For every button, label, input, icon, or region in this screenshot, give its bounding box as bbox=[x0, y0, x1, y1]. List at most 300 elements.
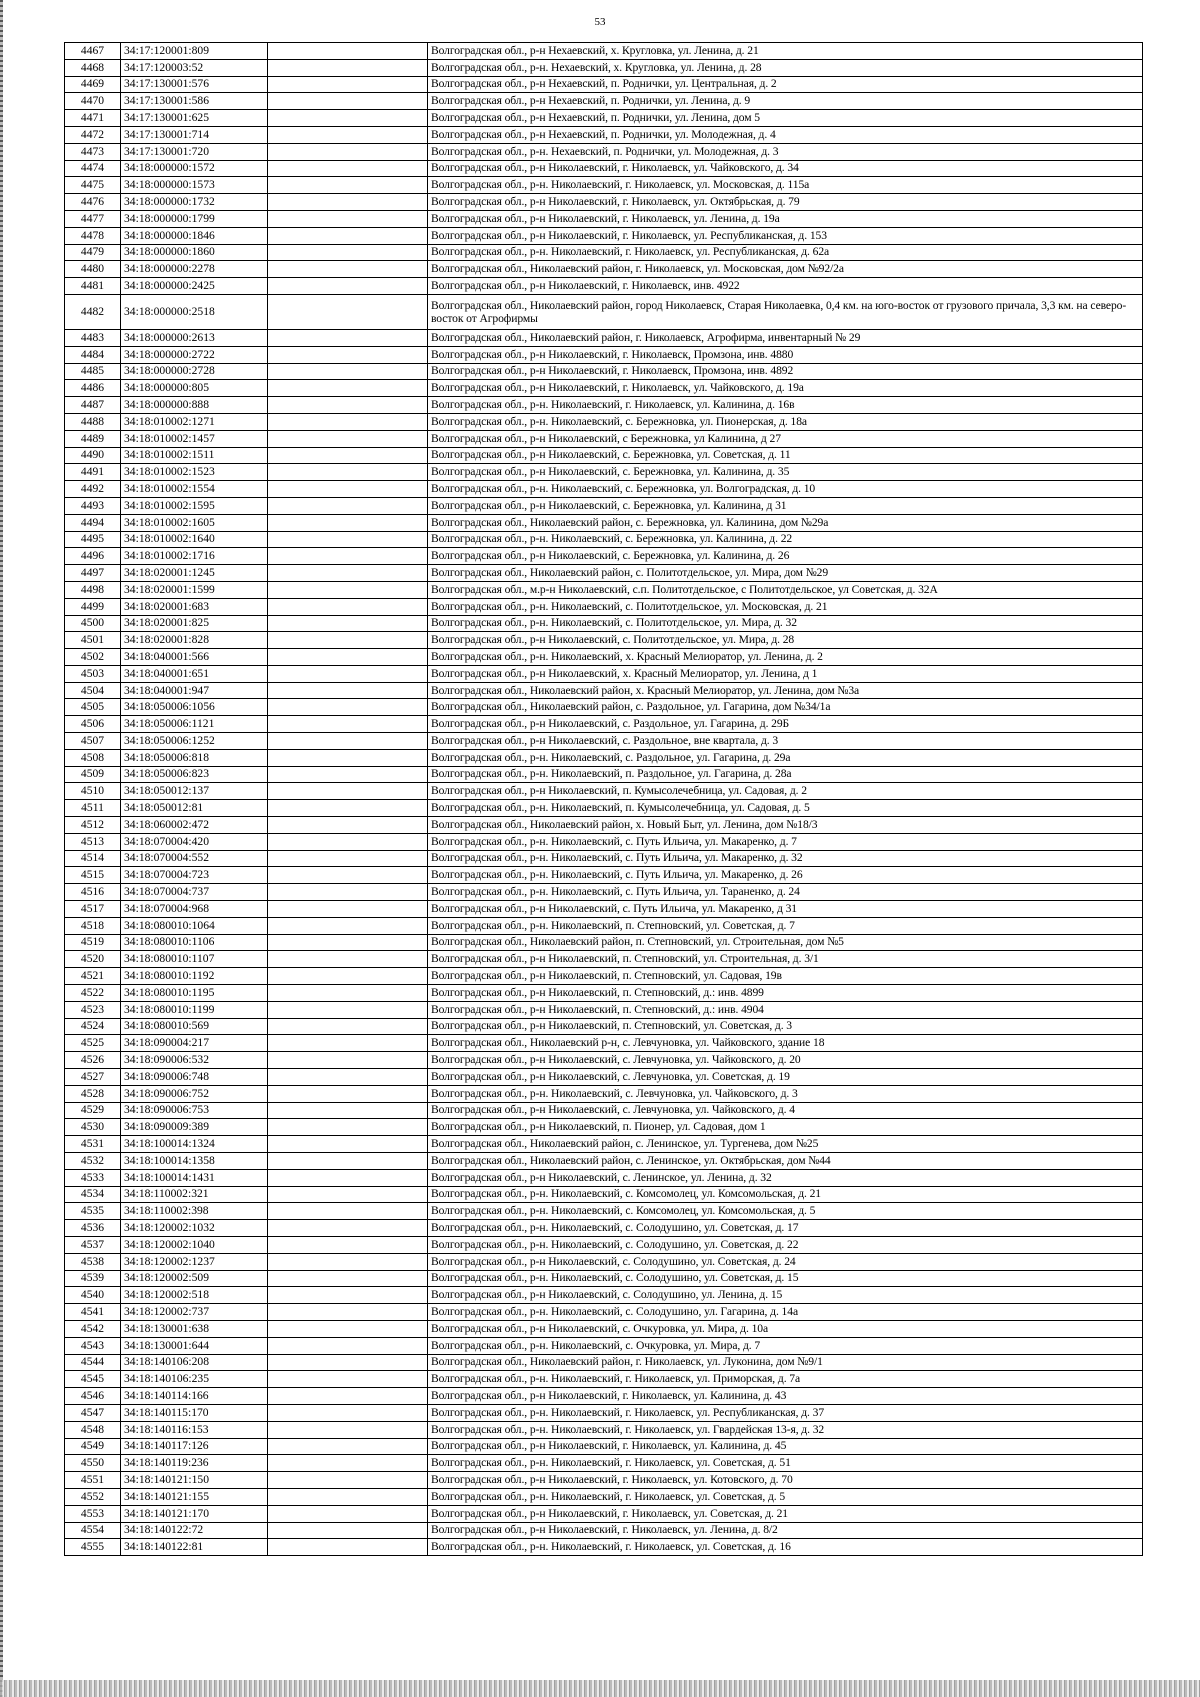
row-number-cell: 4507 bbox=[65, 733, 121, 750]
row-number-cell: 4545 bbox=[65, 1371, 121, 1388]
address-cell: Волгоградская обл., р-н Николаевский, п. Пионер, ул. Садовая, дом 1 bbox=[428, 1119, 1143, 1136]
address-cell: Волгоградская обл., р-н Николаевский, г. Николаевск, ул. Калинина, д. 45 bbox=[428, 1438, 1143, 1455]
address-cell: Волгоградская обл., р-н. Николаевский, г. Николаевск, ул. Советская, д. 5 bbox=[428, 1488, 1143, 1505]
empty-cell bbox=[268, 1371, 428, 1388]
row-number-cell: 4542 bbox=[65, 1320, 121, 1337]
row-number-cell: 4511 bbox=[65, 800, 121, 817]
cadastral-number-cell: 34:18:100014:1324 bbox=[121, 1136, 268, 1153]
address-cell: Волгоградская обл., р-н. Николаевский, с. Раздольное, ул. Гагарина, д. 29а bbox=[428, 749, 1143, 766]
table-row bbox=[65, 1136, 1143, 1153]
table-row bbox=[65, 329, 1143, 346]
cadastral-number-cell: 34:18:000000:1732 bbox=[121, 194, 268, 211]
row-number-cell: 4493 bbox=[65, 497, 121, 514]
empty-cell bbox=[268, 1337, 428, 1354]
cadastral-number-cell: 34:18:130001:638 bbox=[121, 1320, 268, 1337]
row-number-cell: 4488 bbox=[65, 413, 121, 430]
table-row bbox=[65, 1320, 1143, 1337]
empty-cell bbox=[268, 110, 428, 127]
empty-cell bbox=[268, 565, 428, 582]
address-cell: Волгоградская обл., р-н Николаевский, с. Бережновка, ул. Калинина, д. 35 bbox=[428, 464, 1143, 481]
empty-cell bbox=[268, 917, 428, 934]
address-cell: Волгоградская обл., р-н Николаевский, х. Красный Мелиоратор, ул. Ленина, д 1 bbox=[428, 665, 1143, 682]
table-row bbox=[65, 194, 1143, 211]
empty-cell bbox=[268, 598, 428, 615]
row-number-cell: 4478 bbox=[65, 227, 121, 244]
address-cell: Волгоградская обл., р-н Николаевский, с. Политотдельское, ул. Мира, д. 28 bbox=[428, 632, 1143, 649]
table-row bbox=[65, 1069, 1143, 1086]
cadastral-number-cell: 34:18:140106:235 bbox=[121, 1371, 268, 1388]
cadastral-number-cell: 34:18:010002:1523 bbox=[121, 464, 268, 481]
cadastral-number-cell: 34:18:100014:1431 bbox=[121, 1169, 268, 1186]
row-number-cell: 4484 bbox=[65, 346, 121, 363]
row-number-cell: 4499 bbox=[65, 598, 121, 615]
row-number-cell: 4474 bbox=[65, 160, 121, 177]
row-number-cell: 4471 bbox=[65, 110, 121, 127]
empty-cell bbox=[268, 665, 428, 682]
cadastral-number-cell: 34:18:050006:1252 bbox=[121, 733, 268, 750]
row-number-cell: 4524 bbox=[65, 1018, 121, 1035]
row-number-cell: 4483 bbox=[65, 329, 121, 346]
table-row bbox=[65, 1371, 1143, 1388]
table-row bbox=[65, 110, 1143, 127]
row-number-cell: 4487 bbox=[65, 397, 121, 414]
empty-cell bbox=[268, 649, 428, 666]
empty-cell bbox=[268, 1539, 428, 1556]
empty-cell bbox=[268, 497, 428, 514]
empty-cell bbox=[268, 699, 428, 716]
empty-cell bbox=[268, 733, 428, 750]
table-row bbox=[65, 749, 1143, 766]
empty-cell bbox=[268, 397, 428, 414]
cadastral-number-cell: 34:18:040001:566 bbox=[121, 649, 268, 666]
row-number-cell: 4470 bbox=[65, 93, 121, 110]
table-row bbox=[65, 867, 1143, 884]
row-number-cell: 4516 bbox=[65, 884, 121, 901]
row-number-cell: 4498 bbox=[65, 581, 121, 598]
empty-cell bbox=[268, 1304, 428, 1321]
table-row bbox=[65, 1388, 1143, 1405]
cadastral-number-cell: 34:18:090009:389 bbox=[121, 1119, 268, 1136]
address-cell: Волгоградская обл., р-н Николаевский, п. Степновский, д.: инв. 4904 bbox=[428, 1001, 1143, 1018]
table-row bbox=[65, 665, 1143, 682]
address-cell: Волгоградская обл., р-н. Николаевский, г. Николаевск, ул. Советская, д. 16 bbox=[428, 1539, 1143, 1556]
row-number-cell: 4529 bbox=[65, 1102, 121, 1119]
table-row bbox=[65, 766, 1143, 783]
table-row bbox=[65, 565, 1143, 582]
table-row bbox=[65, 968, 1143, 985]
address-cell: Волгоградская обл., р-н. Николаевский, г. Николаевск, ул. Приморская, д. 7а bbox=[428, 1371, 1143, 1388]
cadastral-number-cell: 34:18:080010:569 bbox=[121, 1018, 268, 1035]
table-row bbox=[65, 1035, 1143, 1052]
address-cell: Волгоградская обл., р-н Николаевский, с Бережновка, ул Калинина, д 27 bbox=[428, 430, 1143, 447]
row-number-cell: 4504 bbox=[65, 682, 121, 699]
row-number-cell: 4473 bbox=[65, 143, 121, 160]
address-cell: Волгоградская обл., р-н Николаевский, с. Ленинское, ул. Ленина, д. 32 bbox=[428, 1169, 1143, 1186]
cadastral-number-cell: 34:17:130001:720 bbox=[121, 143, 268, 160]
cadastral-number-cell: 34:18:140119:236 bbox=[121, 1455, 268, 1472]
row-number-cell: 4528 bbox=[65, 1085, 121, 1102]
address-cell: Волгоградская обл., р-н Николаевский, п. Степновский, ул. Советская, д. 3 bbox=[428, 1018, 1143, 1035]
cadastral-number-cell: 34:18:050006:818 bbox=[121, 749, 268, 766]
address-cell: Волгоградская обл., р-н Николаевский, г. Николаевск, ул. Октябрьская, д. 79 bbox=[428, 194, 1143, 211]
empty-cell bbox=[268, 126, 428, 143]
row-number-cell: 4533 bbox=[65, 1169, 121, 1186]
cadastral-number-cell: 34:18:090006:748 bbox=[121, 1069, 268, 1086]
row-number-cell: 4496 bbox=[65, 548, 121, 565]
table-row bbox=[65, 1421, 1143, 1438]
empty-cell bbox=[268, 329, 428, 346]
table-row bbox=[65, 716, 1143, 733]
row-number-cell: 4543 bbox=[65, 1337, 121, 1354]
table-row bbox=[65, 1018, 1143, 1035]
address-cell: Волгоградская обл., Николаевский район, с. Бережновка, ул. Калинина, дом №29а bbox=[428, 514, 1143, 531]
row-number-cell: 4555 bbox=[65, 1539, 121, 1556]
row-number-cell: 4544 bbox=[65, 1354, 121, 1371]
cadastral-number-cell: 34:18:000000:1572 bbox=[121, 160, 268, 177]
row-number-cell: 4506 bbox=[65, 716, 121, 733]
table-row bbox=[65, 514, 1143, 531]
table-row bbox=[65, 783, 1143, 800]
empty-cell bbox=[268, 514, 428, 531]
empty-cell bbox=[268, 43, 428, 60]
address-cell: Волгоградская обл., р-н Николаевский, п. Степновский, д.: инв. 4899 bbox=[428, 985, 1143, 1002]
empty-cell bbox=[268, 1001, 428, 1018]
row-number-cell: 4526 bbox=[65, 1052, 121, 1069]
empty-cell bbox=[268, 1421, 428, 1438]
empty-cell bbox=[268, 1236, 428, 1253]
row-number-cell: 4537 bbox=[65, 1236, 121, 1253]
empty-cell bbox=[268, 817, 428, 834]
table-row bbox=[65, 93, 1143, 110]
row-number-cell: 4547 bbox=[65, 1404, 121, 1421]
cadastral-number-cell: 34:18:040001:947 bbox=[121, 682, 268, 699]
row-number-cell: 4520 bbox=[65, 951, 121, 968]
table-row bbox=[65, 76, 1143, 93]
table-row bbox=[65, 1522, 1143, 1539]
empty-cell bbox=[268, 531, 428, 548]
scan-edge-bottom bbox=[0, 1680, 1200, 1697]
cadastral-number-cell: 34:18:140121:150 bbox=[121, 1472, 268, 1489]
table-row bbox=[65, 261, 1143, 278]
table-row bbox=[65, 227, 1143, 244]
address-cell: Волгоградская обл., р-н Николаевский, с. Левчуновка, ул. Чайковского, д. 20 bbox=[428, 1052, 1143, 1069]
empty-cell bbox=[268, 581, 428, 598]
table-row bbox=[65, 884, 1143, 901]
table-row bbox=[65, 1052, 1143, 1069]
empty-cell bbox=[268, 210, 428, 227]
row-number-cell: 4503 bbox=[65, 665, 121, 682]
row-number-cell: 4481 bbox=[65, 278, 121, 295]
address-cell: Волгоградская обл., р-н. Николаевский, с. Солодушино, ул. Советская, д. 17 bbox=[428, 1220, 1143, 1237]
table-row bbox=[65, 531, 1143, 548]
registry-table-body bbox=[65, 43, 1143, 1556]
address-cell: Волгоградская обл., Николаевский район, город Николаевск, Старая Николаевка, 0,4 км. на юго-восток от грузового причала, 3,3 км. на северо-восток от Агрофирмы bbox=[428, 294, 1143, 329]
row-number-cell: 4468 bbox=[65, 59, 121, 76]
empty-cell bbox=[268, 380, 428, 397]
row-number-cell: 4536 bbox=[65, 1220, 121, 1237]
cadastral-number-cell: 34:18:080010:1107 bbox=[121, 951, 268, 968]
cadastral-number-cell: 34:18:140121:170 bbox=[121, 1505, 268, 1522]
table-row bbox=[65, 497, 1143, 514]
row-number-cell: 4502 bbox=[65, 649, 121, 666]
table-row bbox=[65, 210, 1143, 227]
empty-cell bbox=[268, 850, 428, 867]
empty-cell bbox=[268, 615, 428, 632]
scan-edge-left bbox=[0, 0, 3, 1697]
empty-cell bbox=[268, 346, 428, 363]
empty-cell bbox=[268, 1270, 428, 1287]
table-row bbox=[65, 346, 1143, 363]
address-cell: Волгоградская обл., р-н Николаевский, с. Бережновка, ул. Калинина, д 31 bbox=[428, 497, 1143, 514]
empty-cell bbox=[268, 1119, 428, 1136]
row-number-cell: 4518 bbox=[65, 917, 121, 934]
row-number-cell: 4505 bbox=[65, 699, 121, 716]
registry-table bbox=[64, 42, 1143, 1556]
empty-cell bbox=[268, 1505, 428, 1522]
cadastral-number-cell: 34:18:110002:398 bbox=[121, 1203, 268, 1220]
address-cell: Волгоградская обл., р-н. Николаевский, с. Путь Ильича, ул. Макаренко, д. 26 bbox=[428, 867, 1143, 884]
table-row bbox=[65, 800, 1143, 817]
address-cell: Волгоградская обл., р-н Николаевский, г. Николаевск, ул. Чайковского, д. 19а bbox=[428, 380, 1143, 397]
table-row bbox=[65, 278, 1143, 295]
empty-cell bbox=[268, 968, 428, 985]
table-row bbox=[65, 1102, 1143, 1119]
page-number: 53 bbox=[594, 16, 606, 28]
empty-cell bbox=[268, 632, 428, 649]
row-number-cell: 4492 bbox=[65, 481, 121, 498]
table-row bbox=[65, 615, 1143, 632]
cadastral-number-cell: 34:17:130001:576 bbox=[121, 76, 268, 93]
row-number-cell: 4508 bbox=[65, 749, 121, 766]
empty-cell bbox=[268, 783, 428, 800]
cadastral-number-cell: 34:18:060002:472 bbox=[121, 817, 268, 834]
row-number-cell: 4513 bbox=[65, 833, 121, 850]
row-number-cell: 4530 bbox=[65, 1119, 121, 1136]
address-cell: Волгоградская обл., р-н. Николаевский, г. Николаевск, ул. Калинина, д. 16в bbox=[428, 397, 1143, 414]
address-cell: Волгоградская обл., Николаевский район, с. Политотдельское, ул. Мира, дом №29 bbox=[428, 565, 1143, 582]
empty-cell bbox=[268, 261, 428, 278]
empty-cell bbox=[268, 985, 428, 1002]
empty-cell bbox=[268, 1472, 428, 1489]
cadastral-number-cell: 34:18:020001:1245 bbox=[121, 565, 268, 582]
cadastral-number-cell: 34:18:140115:170 bbox=[121, 1404, 268, 1421]
empty-cell bbox=[268, 716, 428, 733]
cadastral-number-cell: 34:18:100014:1358 bbox=[121, 1153, 268, 1170]
address-cell: Волгоградская обл., р-н Николаевский, с. Левчуновка, ул. Чайковского, д. 4 bbox=[428, 1102, 1143, 1119]
empty-cell bbox=[268, 143, 428, 160]
address-cell: Волгоградская обл., р-н. Николаевский, г. Николаевск, ул. Республиканская, д. 62а bbox=[428, 244, 1143, 261]
address-cell: Волгоградская обл., Николаевский район, г. Николаевск, ул. Московская, дом №92/2а bbox=[428, 261, 1143, 278]
cadastral-number-cell: 34:18:080010:1192 bbox=[121, 968, 268, 985]
table-row bbox=[65, 817, 1143, 834]
address-cell: Волгоградская обл., р-н Николаевский, с. Солодушино, ул. Ленина, д. 15 bbox=[428, 1287, 1143, 1304]
address-cell: Волгоградская обл., р-н. Николаевский, с. Бережновка, ул. Пионерская, д. 18а bbox=[428, 413, 1143, 430]
address-cell: Волгоградская обл., р-н. Николаевский, п. Степновский, ул. Советская, д. 7 bbox=[428, 917, 1143, 934]
table-row bbox=[65, 1354, 1143, 1371]
empty-cell bbox=[268, 1203, 428, 1220]
table-row bbox=[65, 581, 1143, 598]
cadastral-number-cell: 34:18:000000:1860 bbox=[121, 244, 268, 261]
row-number-cell: 4522 bbox=[65, 985, 121, 1002]
cadastral-number-cell: 34:17:130001:714 bbox=[121, 126, 268, 143]
address-cell: Волгоградская обл., р-н. Николаевский, с. Левчуновка, ул. Чайковского, д. 3 bbox=[428, 1085, 1143, 1102]
cadastral-number-cell: 34:18:000000:2518 bbox=[121, 294, 268, 329]
table-row bbox=[65, 1505, 1143, 1522]
table-row bbox=[65, 430, 1143, 447]
row-number-cell: 4467 bbox=[65, 43, 121, 60]
table-row bbox=[65, 1220, 1143, 1237]
address-cell: Волгоградская обл., р-н. Николаевский, с. Политотдельское, ул. Мира, д. 32 bbox=[428, 615, 1143, 632]
cadastral-number-cell: 34:18:070004:968 bbox=[121, 901, 268, 918]
address-cell: Волгоградская обл., р-н. Нехаевский, п. Роднички, ул. Молодежная, д. 3 bbox=[428, 143, 1143, 160]
table-row bbox=[65, 363, 1143, 380]
empty-cell bbox=[268, 59, 428, 76]
row-number-cell: 4510 bbox=[65, 783, 121, 800]
cadastral-number-cell: 34:18:010002:1605 bbox=[121, 514, 268, 531]
empty-cell bbox=[268, 1102, 428, 1119]
empty-cell bbox=[268, 481, 428, 498]
cadastral-number-cell: 34:18:000000:2425 bbox=[121, 278, 268, 295]
cadastral-number-cell: 34:18:080010:1064 bbox=[121, 917, 268, 934]
cadastral-number-cell: 34:18:140121:155 bbox=[121, 1488, 268, 1505]
address-cell: Волгоградская обл., р-н. Николаевский, с. Комсомолец, ул. Комсомольская, д. 5 bbox=[428, 1203, 1143, 1220]
table-row bbox=[65, 143, 1143, 160]
empty-cell bbox=[268, 1388, 428, 1405]
empty-cell bbox=[268, 278, 428, 295]
empty-cell bbox=[268, 1438, 428, 1455]
row-number-cell: 4534 bbox=[65, 1186, 121, 1203]
empty-cell bbox=[268, 160, 428, 177]
address-cell: Волгоградская обл., р-н Николаевский, г. Николаевск, Промзона, инв. 4880 bbox=[428, 346, 1143, 363]
table-row bbox=[65, 934, 1143, 951]
address-cell: Волгоградская обл., р-н. Николаевский, с. Солодушино, ул. Гагарина, д. 14а bbox=[428, 1304, 1143, 1321]
cadastral-number-cell: 34:18:120002:509 bbox=[121, 1270, 268, 1287]
empty-cell bbox=[268, 194, 428, 211]
address-cell: Волгоградская обл., р-н Николаевский, с. Очкуровка, ул. Мира, д. 10а bbox=[428, 1320, 1143, 1337]
address-cell: Волгоградская обл., р-н Николаевский, с. Бережновка, ул. Советская, д. 11 bbox=[428, 447, 1143, 464]
empty-cell bbox=[268, 1220, 428, 1237]
address-cell: Волгоградская обл., Николаевский район, х. Красный Мелиоратор, ул. Ленина, дом №3а bbox=[428, 682, 1143, 699]
empty-cell bbox=[268, 430, 428, 447]
address-cell: Волгоградская обл., р-н Николаевский, п. Степновский, ул. Садовая, 19в bbox=[428, 968, 1143, 985]
row-number-cell: 4469 bbox=[65, 76, 121, 93]
address-cell: Волгоградская обл., р-н Николаевский, с. Бережновка, ул. Калинина, д. 26 bbox=[428, 548, 1143, 565]
address-cell: Волгоградская обл., р-н. Николаевский, г. Николаевск, ул. Советская, д. 51 bbox=[428, 1455, 1143, 1472]
cadastral-number-cell: 34:18:120002:518 bbox=[121, 1287, 268, 1304]
address-cell: Волгоградская обл., р-н Николаевский, г. Николаевск, Промзона, инв. 4892 bbox=[428, 363, 1143, 380]
address-cell: Волгоградская обл., р-н. Николаевский, с. Солодушино, ул. Советская, д. 15 bbox=[428, 1270, 1143, 1287]
cadastral-number-cell: 34:18:070004:420 bbox=[121, 833, 268, 850]
row-number-cell: 4480 bbox=[65, 261, 121, 278]
empty-cell bbox=[268, 766, 428, 783]
address-cell: Волгоградская обл., р-н. Николаевский, с. Очкуровка, ул. Мира, д. 7 bbox=[428, 1337, 1143, 1354]
cadastral-number-cell: 34:18:020001:683 bbox=[121, 598, 268, 615]
empty-cell bbox=[268, 548, 428, 565]
cadastral-number-cell: 34:18:090006:752 bbox=[121, 1085, 268, 1102]
row-number-cell: 4519 bbox=[65, 934, 121, 951]
cadastral-number-cell: 34:18:000000:805 bbox=[121, 380, 268, 397]
table-row bbox=[65, 598, 1143, 615]
cadastral-number-cell: 34:18:140114:166 bbox=[121, 1388, 268, 1405]
empty-cell bbox=[268, 833, 428, 850]
cadastral-number-cell: 34:18:010002:1640 bbox=[121, 531, 268, 548]
table-row bbox=[65, 632, 1143, 649]
empty-cell bbox=[268, 1404, 428, 1421]
row-number-cell: 4552 bbox=[65, 1488, 121, 1505]
table-row bbox=[65, 699, 1143, 716]
address-cell: Волгоградская обл., р-н Нехаевский, х. Кругловка, ул. Ленина, д. 21 bbox=[428, 43, 1143, 60]
address-cell: Волгоградская обл., р-н. Николаевский, с. Солодушино, ул. Советская, д. 22 bbox=[428, 1236, 1143, 1253]
table-row bbox=[65, 160, 1143, 177]
row-number-cell: 4477 bbox=[65, 210, 121, 227]
cadastral-number-cell: 34:18:080010:1106 bbox=[121, 934, 268, 951]
empty-cell bbox=[268, 1069, 428, 1086]
cadastral-number-cell: 34:18:000000:1846 bbox=[121, 227, 268, 244]
row-number-cell: 4489 bbox=[65, 430, 121, 447]
empty-cell bbox=[268, 934, 428, 951]
address-cell: Волгоградская обл., р-н. Николаевский, с. Путь Ильича, ул. Тараненко, д. 24 bbox=[428, 884, 1143, 901]
cadastral-number-cell: 34:18:120002:1032 bbox=[121, 1220, 268, 1237]
cadastral-number-cell: 34:18:000000:888 bbox=[121, 397, 268, 414]
empty-cell bbox=[268, 1253, 428, 1270]
empty-cell bbox=[268, 447, 428, 464]
address-cell: Волгоградская обл., р-н Нехаевский, п. Роднички, ул. Ленина, дом 5 bbox=[428, 110, 1143, 127]
empty-cell bbox=[268, 1455, 428, 1472]
table-row bbox=[65, 380, 1143, 397]
cadastral-number-cell: 34:18:110002:321 bbox=[121, 1186, 268, 1203]
cadastral-number-cell: 34:18:090006:753 bbox=[121, 1102, 268, 1119]
cadastral-number-cell: 34:17:120001:809 bbox=[121, 43, 268, 60]
cadastral-number-cell: 34:17:130001:625 bbox=[121, 110, 268, 127]
empty-cell bbox=[268, 1136, 428, 1153]
address-cell: Волгоградская обл., р-н. Нехаевский, х. Кругловка, ул. Ленина, д. 28 bbox=[428, 59, 1143, 76]
row-number-cell: 4485 bbox=[65, 363, 121, 380]
cadastral-number-cell: 34:18:140122:81 bbox=[121, 1539, 268, 1556]
cadastral-number-cell: 34:18:070004:723 bbox=[121, 867, 268, 884]
address-cell: Волгоградская обл., р-н. Николаевский, п. Кумысолечебница, ул. Садовая, д. 5 bbox=[428, 800, 1143, 817]
table-row bbox=[65, 1186, 1143, 1203]
row-number-cell: 4482 bbox=[65, 294, 121, 329]
cadastral-number-cell: 34:18:010002:1457 bbox=[121, 430, 268, 447]
table-row bbox=[65, 1119, 1143, 1136]
table-row bbox=[65, 1438, 1143, 1455]
cadastral-number-cell: 34:18:040001:651 bbox=[121, 665, 268, 682]
table-row bbox=[65, 1169, 1143, 1186]
address-cell: Волгоградская обл., р-н Николаевский, с. Левчуновка, ул. Советская, д. 19 bbox=[428, 1069, 1143, 1086]
table-row bbox=[65, 682, 1143, 699]
empty-cell bbox=[268, 1488, 428, 1505]
address-cell: Волгоградская обл., р-н Николаевский, г. Николаевск, ул. Калинина, д. 43 bbox=[428, 1388, 1143, 1405]
table-row bbox=[65, 1337, 1143, 1354]
table-row bbox=[65, 548, 1143, 565]
table-row bbox=[65, 1404, 1143, 1421]
row-number-cell: 4540 bbox=[65, 1287, 121, 1304]
empty-cell bbox=[268, 749, 428, 766]
address-cell: Волгоградская обл., р-н Николаевский, п. Кумысолечебница, ул. Садовая, д. 2 bbox=[428, 783, 1143, 800]
address-cell: Волгоградская обл., р-н. Николаевский, г. Николаевск, ул. Республиканская, д. 37 bbox=[428, 1404, 1143, 1421]
address-cell: Волгоградская обл., р-н. Николаевский, г. Николаевск, ул. Московская, д. 115а bbox=[428, 177, 1143, 194]
cadastral-number-cell: 34:18:000000:1799 bbox=[121, 210, 268, 227]
row-number-cell: 4541 bbox=[65, 1304, 121, 1321]
cadastral-number-cell: 34:18:120002:1040 bbox=[121, 1236, 268, 1253]
address-cell: Волгоградская обл., р-н Николаевский, г. Николаевск, ул. Котовского, д. 70 bbox=[428, 1472, 1143, 1489]
row-number-cell: 4476 bbox=[65, 194, 121, 211]
row-number-cell: 4479 bbox=[65, 244, 121, 261]
table-row bbox=[65, 1539, 1143, 1556]
table-row bbox=[65, 951, 1143, 968]
row-number-cell: 4490 bbox=[65, 447, 121, 464]
row-number-cell: 4500 bbox=[65, 615, 121, 632]
